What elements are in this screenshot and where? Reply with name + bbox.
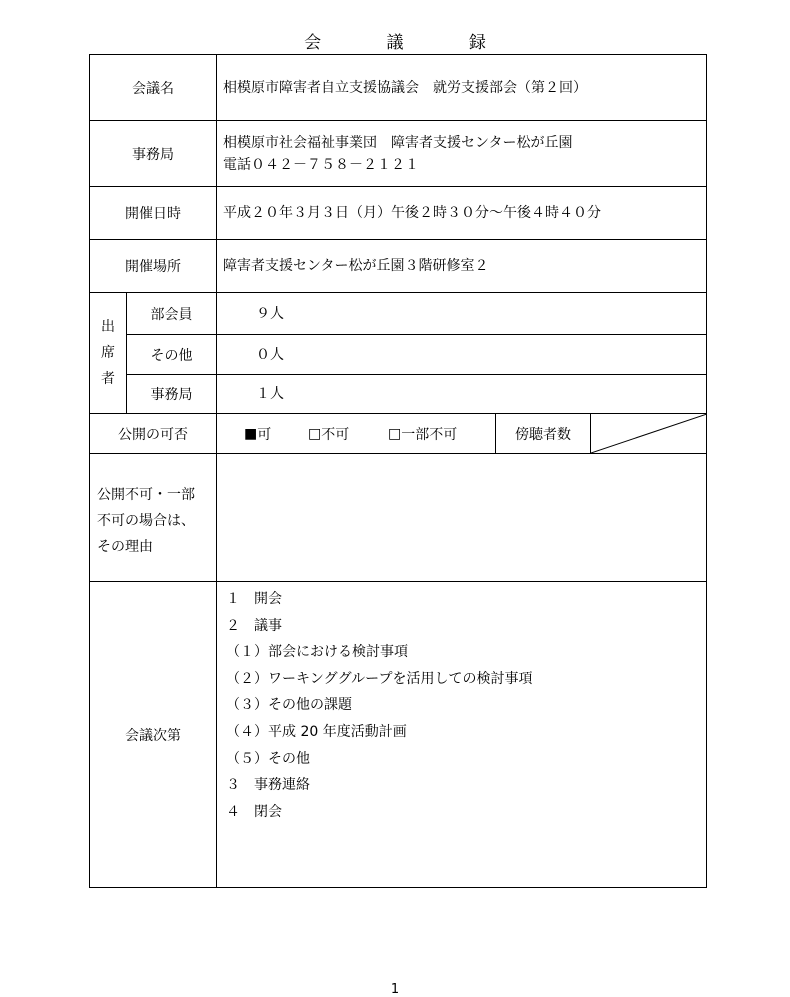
datetime-text: 平成２０年３月３日（月）午後２時３０分～午後４時４０分 [223,205,601,221]
page-number: 1 [390,982,400,997]
place-label: 開催場所 [125,259,181,275]
title-char-2: 議 [386,33,404,53]
attendees-label-char-3: 者 [101,371,115,387]
minutes-table [89,54,707,888]
meeting-name-text: 相模原市障害者自立支援協議会 就労支援部会（第２回） [223,79,587,96]
agenda-item: （２）ワーキンググループを活用しての検討事項 [226,670,533,687]
option-partial[interactable] [388,414,457,454]
option-public-text: 可 [257,427,272,443]
office-line-1: 相模原市社会福祉事業団 障害者支援センター松が丘園 [223,134,573,151]
publicity-label: 公開の可否 [118,426,188,443]
publicity-options [216,414,495,453]
agenda-list [216,582,707,888]
checkbox-empty-icon: □ [388,426,402,442]
datetime-value [216,187,707,239]
option-partial-text: 一部不可 [401,427,458,443]
audience-count-value [591,414,707,453]
office-phone: 電話０４２－７５８－２１２１ [223,156,419,173]
diagonal-slash [591,414,707,453]
office-staff-count: １人 [256,386,284,402]
audience-count-label: 傍聴者数 [515,426,571,443]
checkbox-empty-icon: □ [308,426,322,442]
office-staff-value [216,375,707,413]
option-private[interactable] [308,414,349,454]
office-value [216,121,707,186]
attendees-label-char-2: 席 [101,345,115,361]
members-value [216,293,707,334]
agenda-item: （５）その他 [226,750,310,767]
title-char-1: 会 [304,33,322,53]
agenda-item: ２ 議事 [226,617,282,634]
agenda-item: （４）平成 20 年度活動計画 [226,723,407,740]
members-label: 部会員 [150,306,193,323]
agenda-item: （１）部会における検討事項 [226,644,408,661]
place-text: 障害者支援センター松が丘園３階研修室２ [223,258,489,274]
office-label: 事務局 [132,146,174,163]
place-value [216,240,707,292]
agenda-item: ４ 閉会 [226,803,282,820]
datetime-label: 開催日時 [125,206,181,222]
reason-label-line-3: その理由 [97,539,153,555]
checkbox-checked-icon: ■ [244,426,258,442]
agenda-item: （３）その他の課題 [226,697,352,714]
others-count: ０人 [256,346,284,363]
agenda-item: ３ 事務連絡 [226,777,310,794]
document-title [0,28,790,53]
reason-label-line-2: 不可の場合は、 [97,513,195,529]
office-staff-label: 事務局 [150,387,193,403]
meeting-name-value [216,55,707,120]
attendees-label-char-1: 出 [101,319,115,335]
option-public[interactable] [244,414,271,454]
attendees-label [90,293,126,413]
agenda-item: １ 開会 [226,591,282,607]
title-char-3: 録 [468,33,486,53]
reason-label [90,454,216,581]
others-label: その他 [150,347,193,364]
reason-value [216,454,707,581]
agenda-label: 会議次第 [125,728,181,744]
others-value [216,335,707,374]
members-count: ９人 [256,305,284,322]
meeting-name-label: 会議名 [132,80,174,97]
reason-label-line-1: 公開不可・一部 [97,487,195,503]
option-private-text: 不可 [321,427,350,443]
